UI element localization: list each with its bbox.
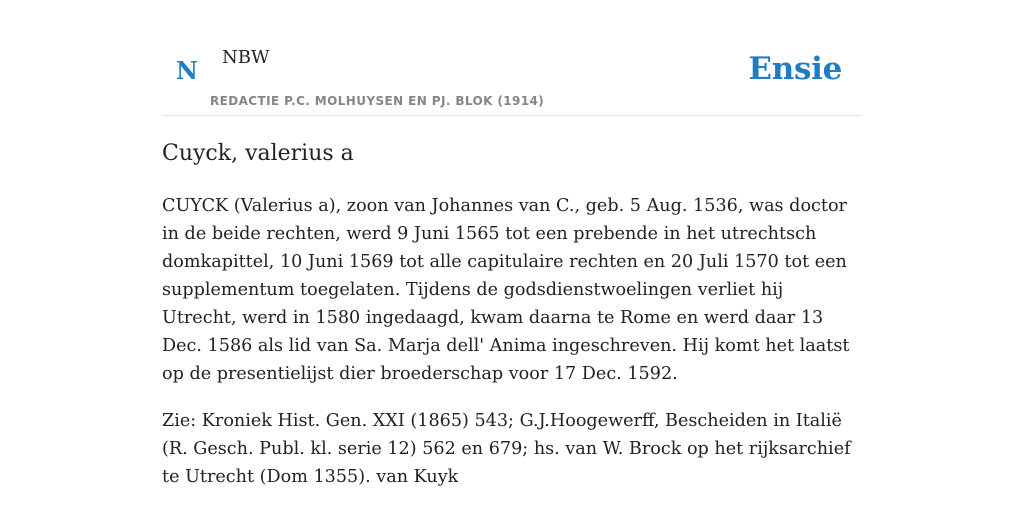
editors-line: REDACTIE P.C. MOLHUYSEN EN PJ. BLOK (1914) <box>210 94 545 108</box>
article-page <box>162 0 862 512</box>
source-name[interactable]: NBW <box>222 47 270 68</box>
article-paragraph: CUYCK (Valerius a), zoon van Johannes van C., geb. 5 Aug. 1536, was doctor in de beide rechten, werd 9 Juni 1565 tot een prebende in het utrechtsch domkapittel, 10 Juni 1569 tot alle capitulaire rechten en 20 Juli 1570 tot een supplementum toegelaten. Tijdens de godsdienstwoelingen verliet hij Utrecht, werd in 1580 ingedaagd, kwam daarna te Rome en werd daar 13 Dec. 1586 als lid van Sa. Marja dell' Anima ingeschreven. Hij komt het laatst op de presentielijst dier broederschap voor 17 Dec. 1592. <box>162 196 850 384</box>
page-title: Cuyck, valerius a <box>162 141 354 166</box>
brand-logo[interactable]: Ensie <box>748 51 842 87</box>
sources-paragraph: Zie: Kroniek Hist. Gen. XXI (1865) 543; G.J.Hoogewerff, Bescheiden in Italië (R. Gesch. Publ. kl. serie 12) 562 en 679; hs. van W. Brock op het rijksarchief te Utrecht (Dom 1355). van Kuyk <box>162 411 851 487</box>
source-logo[interactable]: N <box>176 56 198 85</box>
header-divider <box>162 115 862 116</box>
